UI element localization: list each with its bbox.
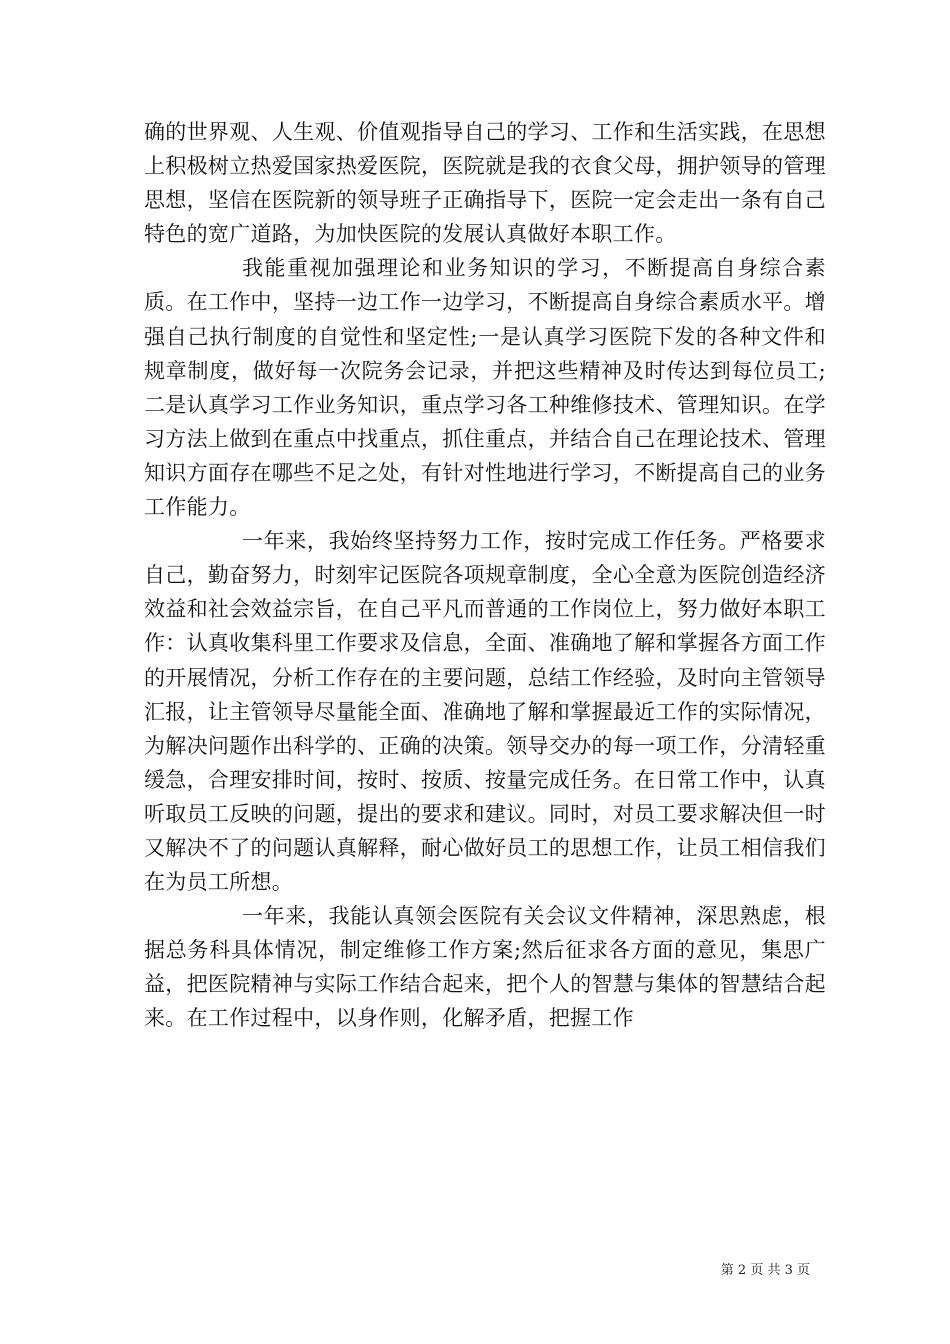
paragraph-1: 确的世界观、人生观、价值观指导自己的学习、工作和生活实践，在思想上积极树立热爱国家热爱医院，医院就是我的衣食父母，拥护领导的管理思想，坚信在医院新的领导班子正确指导下，医院一定会走出一条有自己特色的宽广道路，为加快医院的发展认真做好本职工作。 [144,120,826,247]
document-body [144,115,826,1036]
paragraph-3: 一年来，我始终坚持努力工作，按时完成工作任务。严格要求自己，勤奋努力，时刻牢记医院各项规章制度，全心全意为医院创造经济效益和社会效益宗旨，在自己平凡而普通的工作岗位上，努力做好本职工作：认真收集科里工作要求及信息，全面、准确地了解和掌握各方面工作的开展情况，分析工作存在的主要问题，总结工作经验，及时向主管领导汇报，让主管领导尽量能全面、准确地了解和掌握最近工作的实际情况，为解决问题作出科学的、正确的决策。领导交办的每一项工作，分清轻重缓急，合理安排时间，按时、按质、按量完成任务。在日常工作中，认真听取员工反映的问题，提出的要求和建议。同时，对员工要求解决但一时又解决不了的问题认真解释，耐心做好员工的思想工作，让员工相信我们在为员工所想。 [144,529,826,895]
page-number-footer: 第 2 页 共 3 页 [720,1263,810,1278]
paragraph-4: 一年来，我能认真领会医院有关会议文件精神，深思熟虑，根据总务科具体情况，制定维修工作方案;然后征求各方面的意见，集思广益，把医院精神与实际工作结合起来，把个人的智慧与集体的智慧结合起来。在工作过程中，以身作则，化解矛盾，把握工作 [144,904,826,1031]
paragraph-2: 我能重视加强理论和业务知识的学习，不断提高自身综合素质。在工作中，坚持一边工作一边学习，不断提高自身综合素质水平。增强自己执行制度的自觉性和坚定性;一是认真学习医院下发的各种文件和规章制度，做好每一次院务会记录，并把这些精神及时传达到每位员工;二是认真学习工作业务知识，重点学习各工种维修技术、管理知识。在学习方法上做到在重点中找重点，抓住重点，并结合自己在理论技术、管理知识方面存在哪些不足之处，有针对性地进行学习，不断提高自己的业务工作能力。 [144,256,826,520]
